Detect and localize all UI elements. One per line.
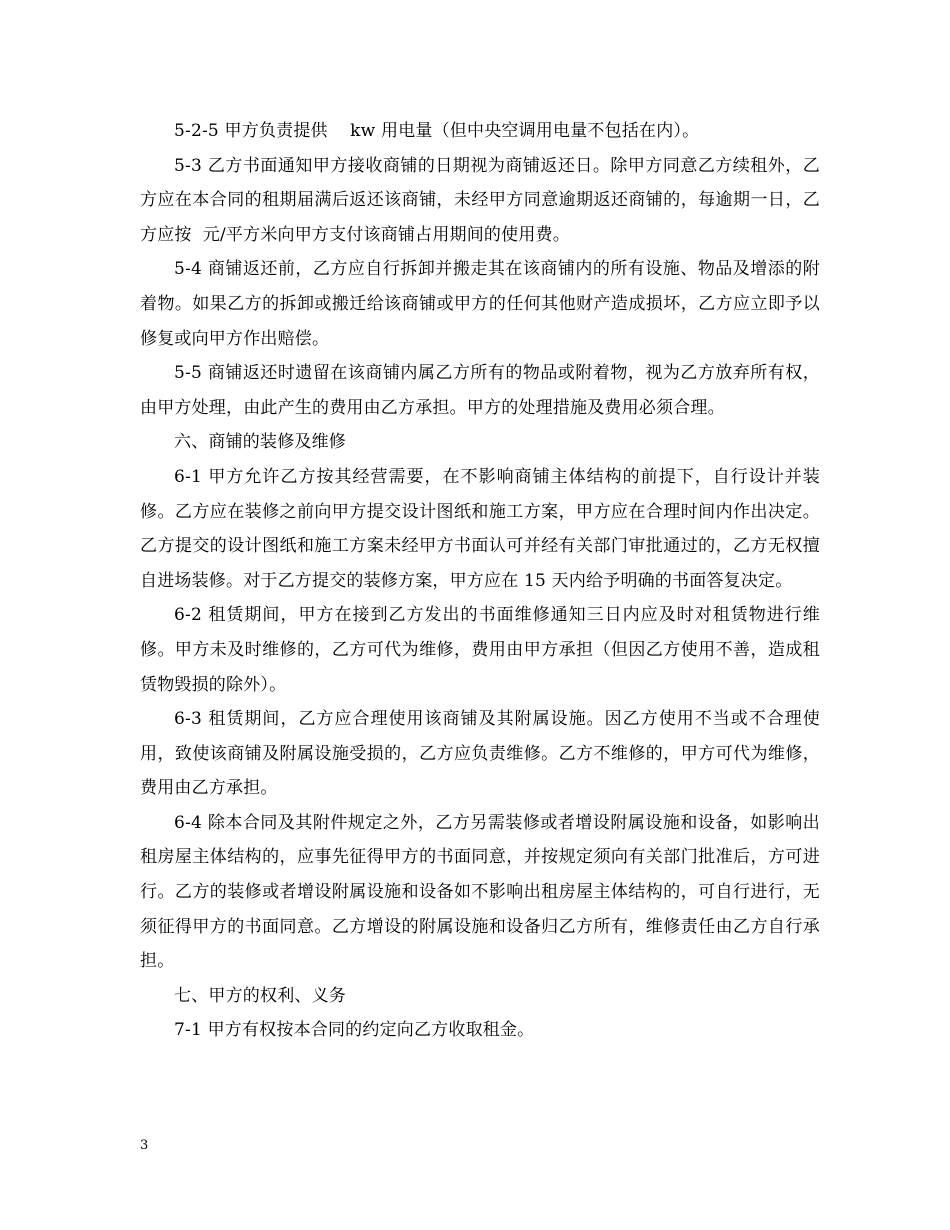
document-body bbox=[140, 114, 820, 1048]
clause-5-2-5: 5-2-5 甲方负责提供 kw 用电量（但中央空调用电量不包括在内）。 bbox=[174, 121, 700, 141]
clause-6-2: 6-2 租赁期间，甲方在接到乙方发出的书面维修通知三日内应及时对租赁物进行维修。甲方未及时维修的，乙方可代为维修，费用由甲方承担（但因乙方使用不善，造成租赁物毁损的除外）。 bbox=[140, 605, 820, 695]
clause-5-4: 5-4 商铺返还前，乙方应自行拆卸并搬走其在该商铺内的所有设施、物品及增添的附着物。如果乙方的拆卸或搬迁给该商铺或甲方的任何其他财产造成损坏，乙方应立即予以修复或向甲方作出赔偿。 bbox=[140, 259, 820, 349]
page-number: 3 bbox=[140, 1138, 149, 1153]
clause-5-5: 5-5 商铺返还时遗留在该商铺内属乙方所有的物品或附着物，视为乙方放弃所有权，由甲方处理，由此产生的费用由乙方承担。甲方的处理措施及费用必须合理。 bbox=[140, 363, 820, 418]
clause-7-1: 7-1 甲方有权按本合同的约定向乙方收取租金。 bbox=[174, 1020, 535, 1041]
clause-6-3: 6-3 租赁期间，乙方应合理使用该商铺及其附属设施。因乙方使用不当或不合理使用，致使该商铺及附属设施受损的，乙方应负责维修。乙方不维修的，甲方可代为维修，费用由乙方承担。 bbox=[140, 709, 820, 799]
clause-5-3: 5-3 乙方书面通知甲方接收商铺的日期视为商铺返还日。除甲方同意乙方续租外，乙方应在本合同的租期届满后返还该商铺，未经甲方同意逾期返还商铺的，每逾期一日，乙方应按 元/平方米向甲方支付该商铺占用期间的使用费。 bbox=[140, 155, 820, 245]
clause-6-1: 6-1 甲方允许乙方按其经营需要，在不影响商铺主体结构的前提下，自行设计并装修。乙方应在装修之前向甲方提交设计图纸和施工方案，甲方应在合理时间内作出决定。乙方提交的设计图纸和施工方案未经甲方书面认可并经有关部门审批通过的，乙方无权擅自进场装修。对于乙方提交的装修方案，甲方应在 15 天内给予明确的书面答复决定。 bbox=[140, 466, 820, 591]
section-heading-6: 六、商铺的装修及维修 bbox=[174, 432, 346, 453]
clause-6-4: 6-4 除本合同及其附件规定之外，乙方另需装修或者增设附属设施和设备，如影响出租房屋主体结构的，应事先征得甲方的书面同意，并按规定须向有关部门批准后，方可进行。乙方的装修或者增设附属设施和设备如不影响出租房屋主体结构的，可自行进行，无须征得甲方的书面同意。乙方增设的附属设施和设备归乙方所有，维修责任由乙方自行承担。 bbox=[140, 812, 820, 972]
section-heading-7: 七、甲方的权利、义务 bbox=[174, 985, 346, 1006]
